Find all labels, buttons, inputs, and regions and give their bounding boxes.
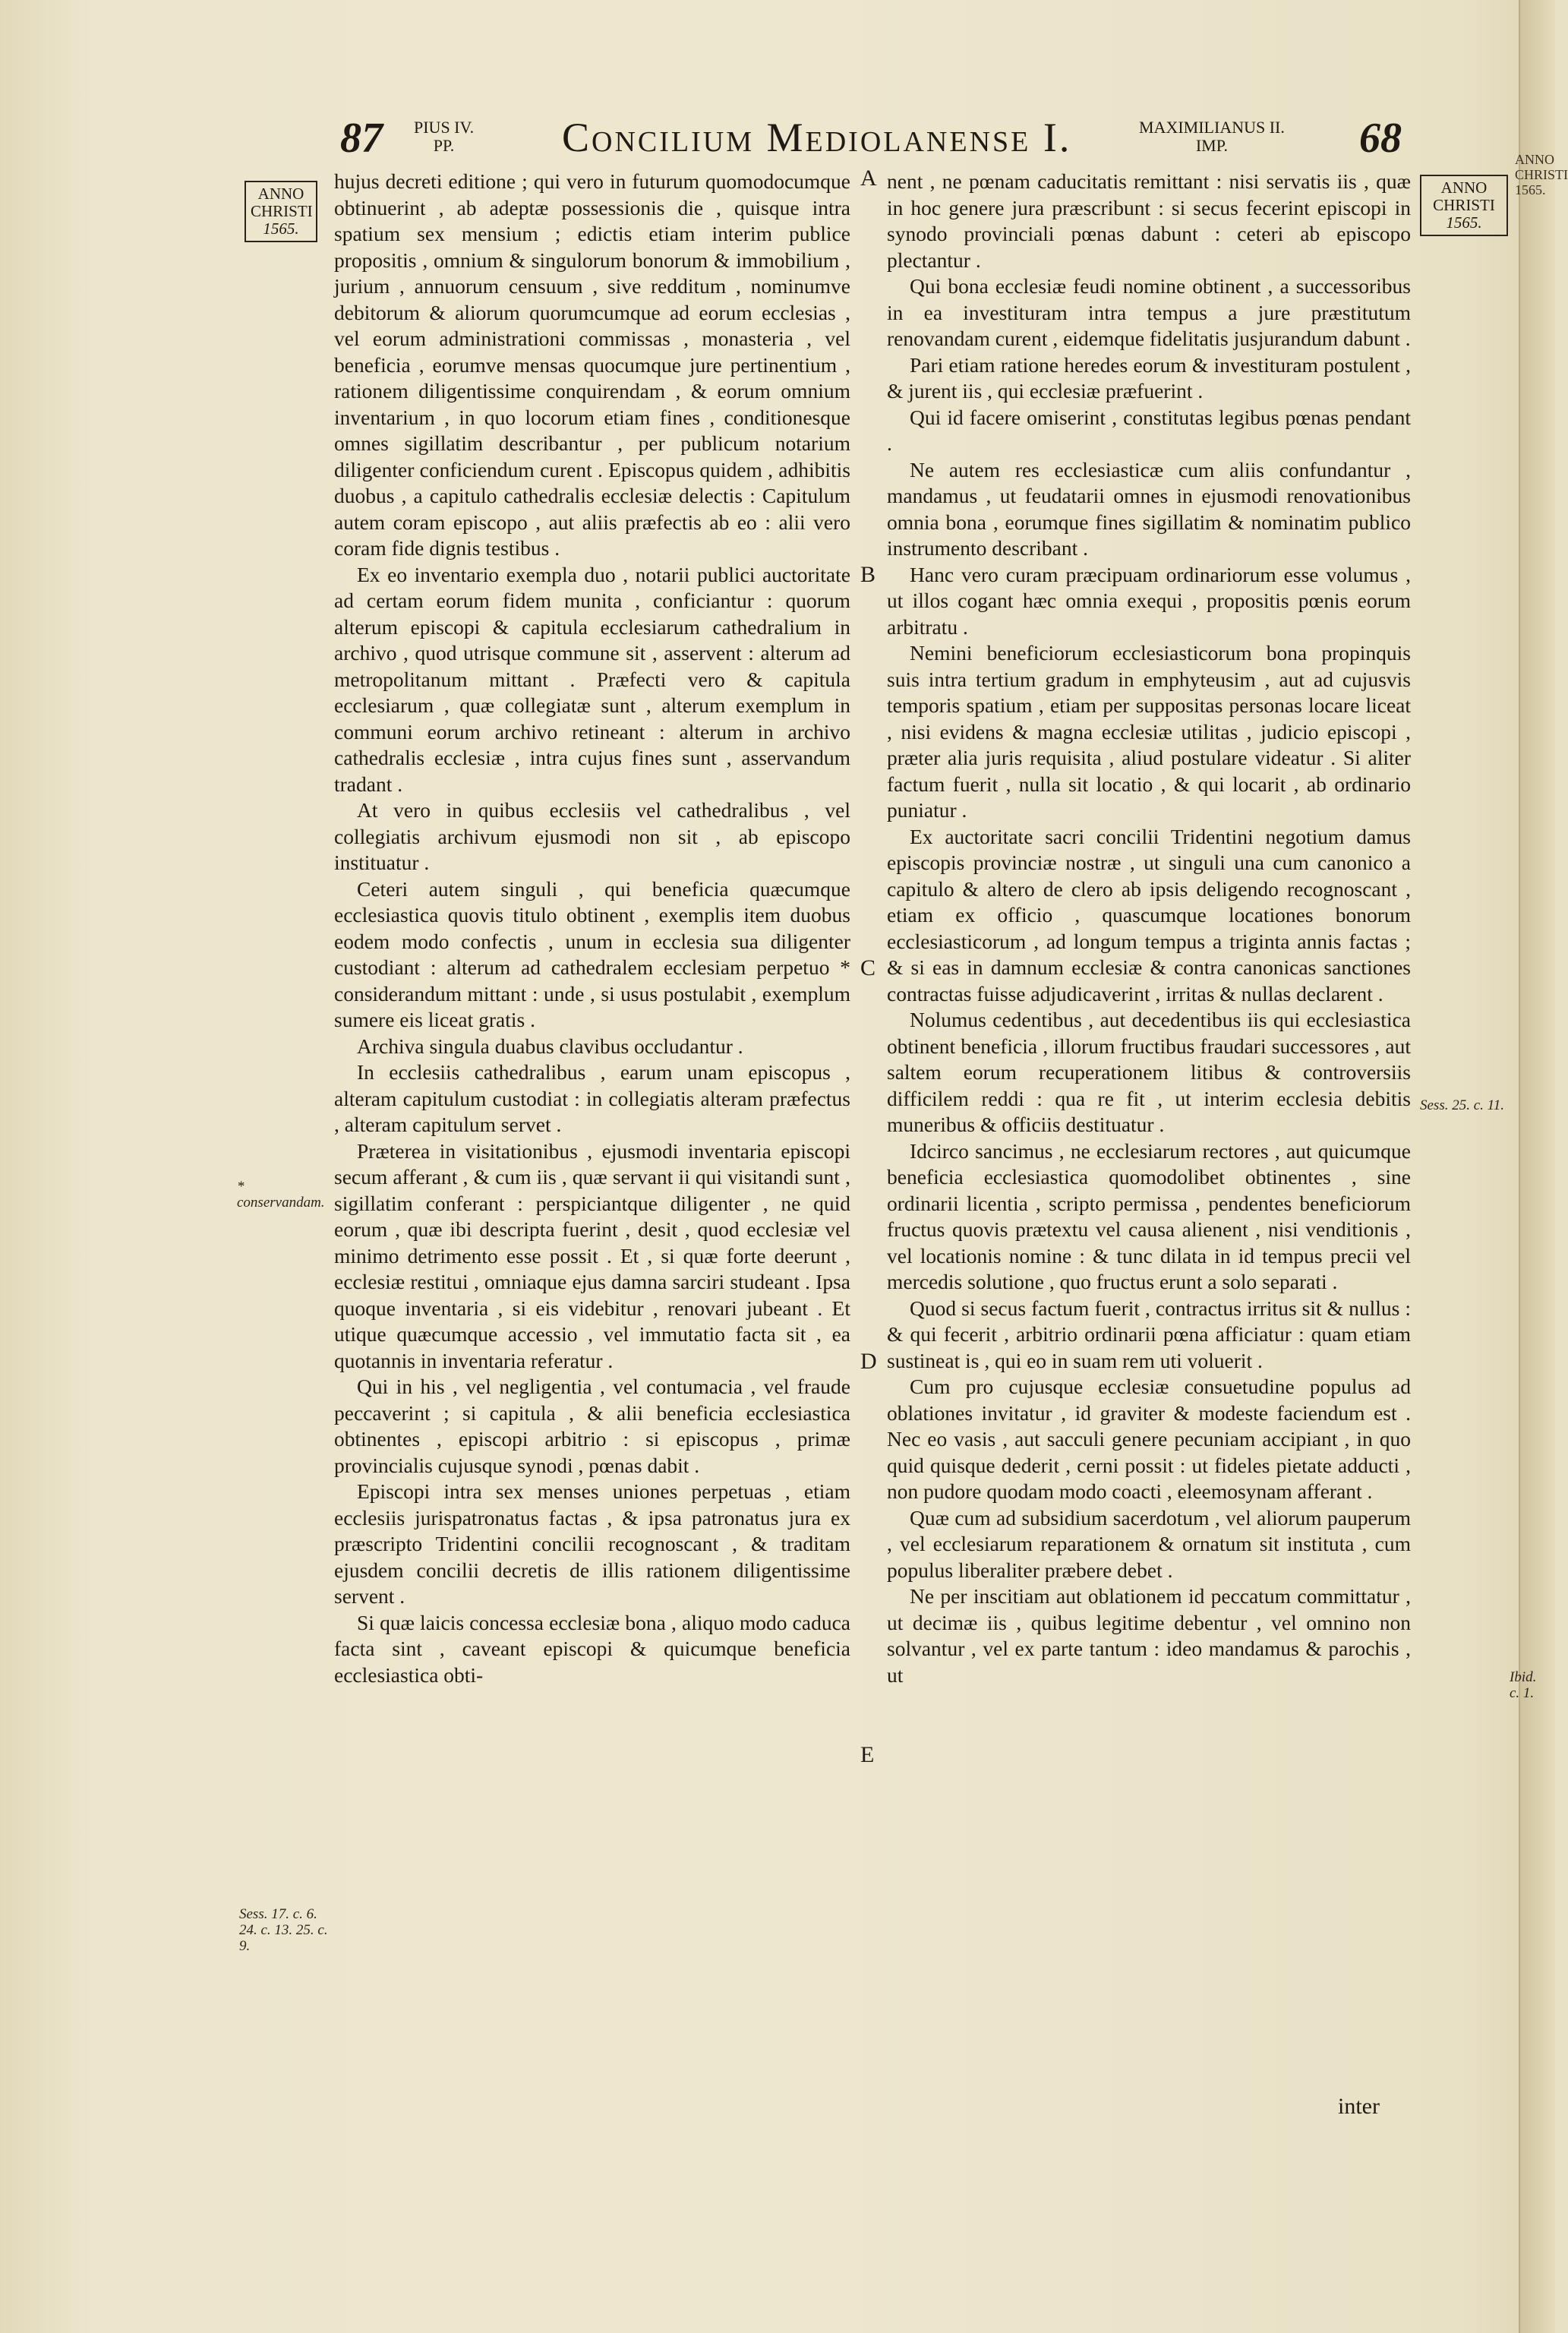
paragraph: Ceteri autem singuli , qui beneficia quæcumque ecclesiastica quovis titulo obtinent , exemplis item duobus eodem modo confectis , unum in ecclesia sua diligenter custodiant : alterum ad cathedralem ecclesiam perpetuo * considerandum mittant : unde , si usus postulabit , exemplum sumere eis liceat gratis . <box>334 876 850 1031</box>
paragraph: Ne per inscitiam aut oblationem id peccatum committatur , ut decimæ iis , quibus legitime debentur , vel omnino non solvantur , vel ex parte tantum : ideo mandamus & parochis , ut <box>887 1584 1411 1687</box>
anno-edge-next-page: ANNO CHRISTI 1565. <box>1515 152 1568 197</box>
christi-label: CHRISTI <box>1433 196 1495 214</box>
paragraph: Ne autem res ecclesiasticæ cum aliis confundantur , mandamus , ut feudatarii omnes in ejusmodi renovationibus omnia bona , eorumque fines sigillatim & nominatim publico instrumento describant . <box>887 457 1411 560</box>
paragraph: Pari etiam ratione heredes eorum & investituram postulent , & jurent iis , qui ecclesiæ præfuerint . <box>887 352 1411 403</box>
running-title: Concilium Mediolanense I. <box>562 115 1072 160</box>
anno-label: ANNO <box>257 185 304 203</box>
anno-year: 1565. <box>263 219 299 238</box>
paragraph: Quod si secus factum fuerit , contractus irritus sit & nullus : & qui fecerit , arbitrio ordinarii pœna afficiatur : quam etiam sustineat is , qui eo in suam rem uti voluerit . <box>887 1296 1411 1372</box>
paragraph: Qui id facere omiserint , constitutas legibus pœnas pendant . <box>887 405 1411 455</box>
paragraph: Qui bona ecclesiæ feudi nomine obtinent , a successoribus in ea investituram intra tempus a jure præstitutum renovandam curent , eidemque fidelitatis jusjurandum dabunt . <box>887 274 1411 350</box>
section-letter-d: D <box>860 1349 877 1374</box>
paragraph: Nemini beneficiorum ecclesiasticorum bona propinquis suis intra tertium gradum in emphyteusim , aut ad cujusvis temporis spatium , etiam per suppositas personas locare liceat , nisi evidens & magna ecclesiæ utilitas , judicio episcopi , præter alia juris requisita , aliud postulare videatur . Si aliter factum fuerit , nulla sit locatio , & qui locarit , ab ordinario puniatur . <box>887 641 1411 822</box>
paragraph: Qui in his , vel negligentia , vel contumacia , vel fraude peccaverint ; si capitula , & alii beneficia ecclesiastica obtinentes , episcopi arbitrio : si episcopus , primæ provincialis cujusque synodi , pœnas dabit . <box>334 1375 850 1477</box>
folio-left: 87 <box>340 115 383 162</box>
paragraph: hujus decreti editione ; qui vero in futurum quomodocumque obtinuerint , ab adeptæ possessionis die , quisque intra spatium sex mensium ; edictis etiam interim publice propositis , omnium & singulorum bonorum & immobilium , jurium , annuorum censuum , sive redditum , nominumve debitorum & aliorum quorumcumque ad eorum ecclesias , vel eorum administrationi commissas , monasteria , vel beneficia , eorumve mensas quocumque jure pertinentium , rationem diligentissime conquirendam , & eorum omnium inventarium , in quo locorum etiam fines , conditionesque omnes sigillatim describantur , per publicum notarium diligenter conficiendum curent . Episcopus quidem , adhibitis duobus , a capitulo cathedralis ecclesiæ delectis : Capitulum autem coram episcopo , aut aliis præfectis ab eo : alii vero coram fide dignis testibus . <box>334 169 850 560</box>
margin-note-conservandam: * conservandam. <box>237 1179 325 1211</box>
margin-note-session-right: Sess. 25. c. 11. <box>1420 1097 1504 1113</box>
paragraph: In ecclesiis cathedralibus , earum unam episcopus , alteram capitulum custodiat : in collegiatis alteram præfectus , alteram capitulum servet . <box>334 1060 850 1136</box>
section-letter-c: C <box>860 955 876 980</box>
paragraph: Idcirco sancimus , ne ecclesiarum rectores , aut quicumque beneficia ecclesiastica quomodolibet obtinentes , sine ordinarii licentia , scripto permissa , pendentes beneficiorum fructus quovis prætextu vel causa alienent , nisi venditionis , vel locationis nomine : & tunc dilata in id tempus precii vel mercedis solutione , quo fructus erunt a solo separati . <box>887 1138 1411 1293</box>
header-emperor <box>1139 118 1285 155</box>
paragraph: At vero in quibus ecclesiis vel cathedralibus , vel collegiatis archivum ejusmodi non sit , ab episcopo instituatur . <box>334 798 850 874</box>
header-pope <box>414 118 474 155</box>
paragraph: Si quæ laicis concessa ecclesiæ bona , aliquo modo caduca facta sint , caveant episcopi & quicumque beneficia ecclesiastica obti- <box>334 1610 850 1687</box>
paragraph: nent , ne pœnam caducitatis remittant : nisi servatis iis , quæ in hoc genere jura præscribunt : si secus fecerint episcopi in synodo provinciali pœnas dabunt : ceteri ab episcopo plectantur . <box>887 169 1411 272</box>
margin-note-ibid: Ibid. c. 1. <box>1510 1669 1537 1701</box>
paragraph: Cum pro cujusque ecclesiæ consuetudine populus ad oblationes invitatur , id graviter & modeste faciendum est . Nec eo vasis , aut sacculi genere pecuniam accipiant , in quo quid quisque dederit , cerni possit : ut fideles pietate adducti , non pudore quodam modo coacti , eleemosynam afferant . <box>887 1375 1411 1503</box>
next-page-edge <box>1519 0 1555 2333</box>
header-pope-title: PP. <box>433 136 455 155</box>
section-letter-e: E <box>860 1742 875 1767</box>
section-letter-a: A <box>860 166 877 191</box>
margin-note-session-left: Sess. 17. c. 6. 24. c. 13. 25. c. 9. <box>239 1906 328 1954</box>
christi-label: CHRISTI <box>251 202 313 220</box>
section-letter-b: B <box>860 562 876 587</box>
right-column-text <box>887 169 1411 1688</box>
anno-label: ANNO <box>1440 178 1488 197</box>
paragraph: Quæ cum ad subsidium sacerdotum , vel aliorum pauperum , vel ecclesiarum reparationem & ornatum sit instituta , cum populus liberaliter præbere debet . <box>887 1505 1411 1582</box>
left-column-text <box>334 169 850 1688</box>
header-emperor-name: MAXIMILIANUS II. <box>1139 118 1285 137</box>
paragraph: Episcopi intra sex menses uniones perpetuas , etiam ecclesiis jurispatronatus factas , & ipsa patronatus jura ex præscripto Tridentini concilii recognoscant , & traditam ejusdem concilii decretis de illis rationem diligentissime servent . <box>334 1479 850 1608</box>
anno-christi-right <box>1420 175 1508 236</box>
paragraph: Ex eo inventario exempla duo , notarii publici auctoritate ad certam eorum fidem munita , conficiantur : quorum alterum episcopi & capitula ecclesiarum cathedralium in archivo , quod utrisque commune sit , asservent : alterum ad metropolitanum mittant . Præfecti vero & capitula ecclesiarum , quæ collegiatæ sunt , alterum exemplum in communi eorum archivo retineant : alterum in archivo cathedralis ecclesiæ , intra cujus fines sunt , asservandum tradant . <box>334 562 850 796</box>
header-pope-name: PIUS IV. <box>414 118 475 137</box>
paragraph: Archiva singula duabus clavibus occludantur . <box>357 1034 743 1058</box>
paragraph: Hanc vero curam præcipuam ordinariorum esse volumus , ut illos cogant hæc omnia exequi , propositis pœnis eorum arbitratu . <box>887 562 1411 639</box>
paragraph: Nolumus cedentibus , aut decedentibus iis qui ecclesiastica obtinent beneficia , illorum fructibus fraudari successores , aut saltem eorum recuperationem litibus & controversiis difficilem reddi : qua re fit , ut interim ecclesia debitis muneribus & officiis destituatur . <box>887 1008 1411 1136</box>
folio-right: 68 <box>1359 115 1402 162</box>
catchword: inter <box>1338 2094 1380 2119</box>
paragraph: Præterea in visitationibus , ejusmodi inventaria episcopi secum afferant , & cum iis , quæ servant ii qui visitandi sunt , sigillatim conferant : perspiciantque diligenter , ne quid eorum , quæ ibi descripta fuerint , desit , quod ecclesiæ vel minimo detrimento esse possit . Et , si quæ forte deerunt , ecclesiæ restitui , omniaque ejus damna sarciri studeant . Ipsa quoque inventaria , si eis videbitur , renovari jubeant . Et utique quæcumque accessio , vel immutatio facta sit , ea quotannis in inventaria referatur . <box>334 1138 850 1372</box>
paragraph: Ex auctoritate sacri concilii Tridentini negotium damus episcopis provinciæ nostræ , ut singuli una cum canonico a capitulo & altero de clero ab ipsis deligendo recognoscant , etiam ex officio , quascumque locationes bonorum ecclesiasticorum , ad longum tempus a triginta annis factas ; & si eas in damnum ecclesiæ & contra canonicas sanctiones contractas fuisse adjudicaverint , irritas & nullas declarent . <box>887 824 1411 1005</box>
anno-christi-left <box>245 181 317 242</box>
anno-year: 1565. <box>1446 213 1482 232</box>
header-emperor-title: IMP. <box>1195 136 1229 155</box>
